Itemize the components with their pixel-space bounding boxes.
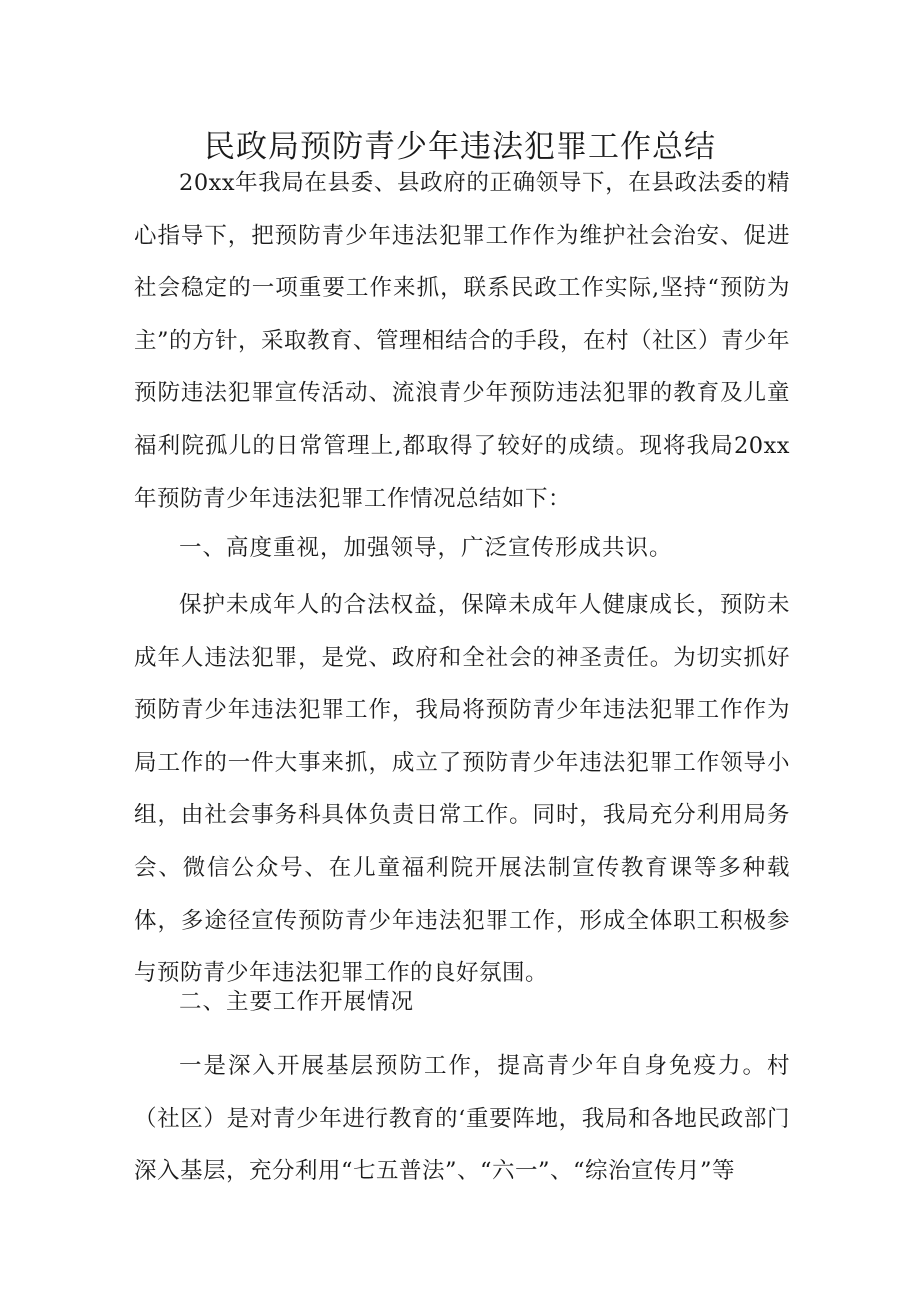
section-1-heading: 一、高度重视，加强领导，广泛宣传形成共识。 <box>179 535 673 561</box>
section-2-paragraph: 一是深入开展基层预防工作，提高青少年自身免疫力。村（社区）是对青少年进行教育的‘重要阵地，我局和各地民政部门深入基层，充分利用“七五普法”、“六一”、“综治宣传月”等 <box>134 1053 790 1185</box>
document-title: 民政局预防青少年违法犯罪工作总结 <box>204 129 716 165</box>
intro-paragraph: 20xx年我局在县委、县政府的正确领导下，在县政法委的精心指导下，把预防青少年违法犯罪工作作为维护社会治安、促进社会稳定的一项重要工作来抓，联系民政工作实际,坚持“预防为主”的方针，采取教育、管理相结合的手段，在村（社区）青少年预防违法犯罪宣传活动、流浪青少年预防违法犯罪的教育及儿童福利院孤儿的日常管理上,都取得了较好的成绩。现将我局20xx年预防青少年违法犯罪工作情况总结如下： <box>134 170 791 512</box>
section-2-heading: 二、主要工作开展情况 <box>179 989 415 1015</box>
section-1-paragraph: 保护未成年人的合法权益，保障未成年人健康成长，预防未成年人违法犯罪，是党、政府和全社会的神圣责任。为切实抓好预防青少年违法犯罪工作，我局将预防青少年违法犯罪工作作为局工作的一件大事来抓，成立了预防青少年违法犯罪工作领导小组，由社会事务科具体负责日常工作。同时，我局充分利用局务会、微信公众号、在儿童福利院开展法制宣传教育课等多种载体，多途径宣传预防青少年违法犯罪工作，形成全体职工积极参与预防青少年违法犯罪工作的良好氛围。 <box>134 592 790 987</box>
